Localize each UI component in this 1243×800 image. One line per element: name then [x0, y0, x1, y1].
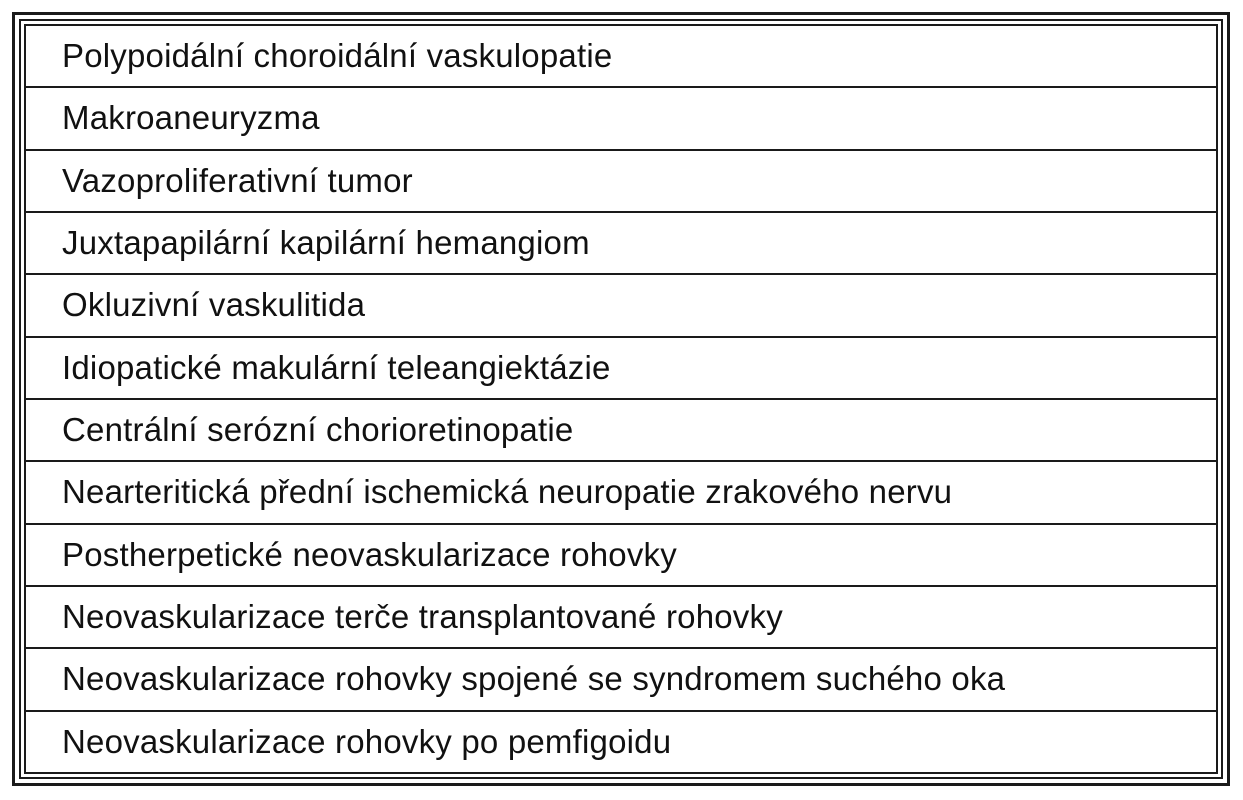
table-row: Okluzivní vaskulitida	[26, 275, 1216, 337]
table-row: Nearteritická přední ischemická neuropatie zrakového nervu	[26, 462, 1216, 524]
table-row: Idiopatické makulární teleangiektázie	[26, 338, 1216, 400]
table-row: Neovaskularizace rohovky spojené se syndromem suchého oka	[26, 649, 1216, 711]
table-row: Postherpetické neovaskularizace rohovky	[26, 525, 1216, 587]
table-row: Vazoproliferativní tumor	[26, 151, 1216, 213]
table-row: Neovaskularizace terče transplantované rohovky	[26, 587, 1216, 649]
table-row: Makroaneuryzma	[26, 88, 1216, 150]
table-frame	[12, 12, 1230, 786]
table-row: Polypoidální choroidální vaskulopatie	[26, 26, 1216, 88]
table-row: Neovaskularizace rohovky po pemfigoidu	[62, 722, 672, 760]
table-frame-inner	[19, 19, 1223, 779]
diagnosis-table	[24, 24, 1218, 774]
table-row: Centrální serózní chorioretinopatie	[26, 400, 1216, 462]
table-row: Juxtapapilární kapilární hemangiom	[26, 213, 1216, 275]
